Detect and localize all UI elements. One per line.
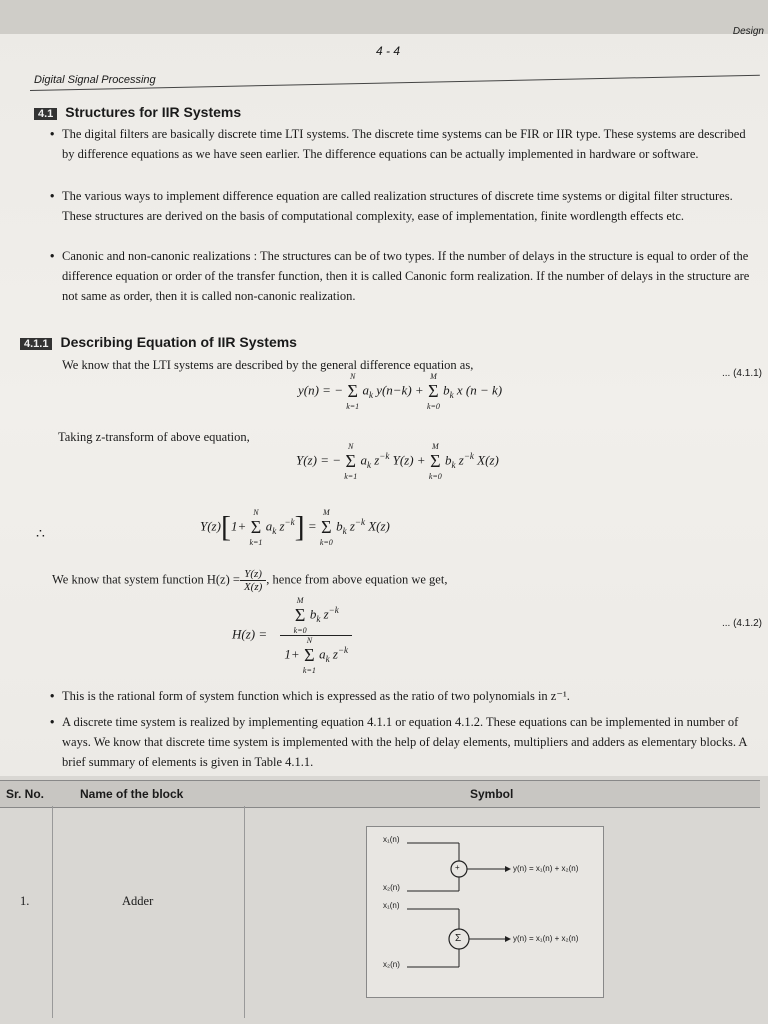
row-sr-no: 1. [20,894,30,908]
equation-number: ... (4.1.2) [721,618,762,629]
table-header-row [0,780,760,808]
bullet-paragraph: • This is the rational form of system function which is expressed as the ratio of two polynomials in z⁻¹. [62,686,756,706]
input-x2-label: x₂(n) [383,883,400,892]
system-function-text: We know that system function H(z) = $\frac{Y(z)}{X(z)}$ , hence from above equation we get, [52,568,448,593]
page-number: 4 - 4 [376,44,401,58]
running-head: Digital Signal Processing [34,74,156,86]
section-title: Structures for IIR Systems [65,104,242,120]
adder-diagram-svg [367,827,603,997]
bullet-paragraph: • The various ways to implement difference equation are called realization structures of discrete time systems or digital filter structures. These structures are derived on the basis of computational complexity, ease of implementation, finite wordlength effects etc. [62,186,756,226]
column-divider [244,806,245,1018]
section-heading-4-1-1 [20,334,297,350]
section-heading-4-1 [34,104,241,120]
bullet-paragraph: • The digital filters are basically discrete time LTI systems. The discrete time systems can be FIR or IIR type. These systems are described by difference equations as we have seen earlier. The difference equations can be actually implemented in hardware or software. [62,124,756,164]
z-domain-equation: Y(z) = − N Σ k=1 $a_k$ $z^{-k}$ Y(z) + M Σ k=0 $b_k$ $z^{-k}$ X(z) [296,442,499,481]
header-sr-no: Sr. No. [6,787,45,801]
output-label: y(n) = x₁(n) + x₂(n) [513,934,579,943]
row-block-name: Adder [122,894,154,908]
therefore-symbol: ∴ [36,527,45,542]
section-title: Describing Equation of IIR Systems [60,334,297,350]
column-divider [52,806,53,1018]
input-x1-label: x₁(n) [383,835,400,844]
section-number-badge: 4.1.1 [20,338,52,350]
arrow-icon [505,936,511,942]
corner-text: Design [732,26,764,37]
factored-equation: Y(z)[1+ N Σ k=1 $a_k$ $z^{-k}$] = M Σ k=0 $b_k$ $z^{-k}$ X(z) [200,508,390,547]
input-x2-label: x₂(n) [383,960,400,969]
bullet-paragraph: • A discrete time system is realized by implementing equation 4.1.1 or equation 4.1.2. These equations can be implemented in number of ways. We know that discrete time system is implemented with the help of delay elements, multipliers and adders as elementary blocks. A brief summary of elements is given in Table 4.1.1. [62,712,756,772]
elements-table [0,776,768,1024]
header-symbol: Symbol [470,787,514,801]
difference-equation: y(n) = − N Σ k=1 $a_k$ y(n−k) + M Σ k=0 $b_k$ x (n − k) [298,372,503,411]
bullet-paragraph: • Canonic and non-canonic realizations : The structures can be of two types. If the number of delays in the structure is equal to order of the difference equation or order of the transfer function, then it is called Canonic form realization. If the number of delays in the structure are not same as order, then it is called non-canonic realization. [62,246,756,306]
ztransform-text: Taking z-transform of above equation, [58,430,250,444]
sigma-sign: Σ [455,933,462,944]
intro-text: We know that the LTI systems are described by the general difference equation as, [62,358,474,372]
plus-sign: + [455,863,460,872]
transfer-function-equation: H(z) = M Σ k=0 $b_k$ $z^{-k}$ 1+ N Σ k=1 $a_k$ $z^{-k}$ [232,596,352,675]
section-number-badge: 4.1 [34,108,57,120]
equation-number: ... (4.1.1) [721,368,762,379]
arrow-icon [505,866,511,872]
top-shadow-band [0,0,768,34]
input-x1-label: x₁(n) [383,901,400,910]
output-label: y(n) = x₁(n) + x₂(n) [513,864,579,873]
header-block-name: Name of the block [80,787,184,801]
adder-symbol-diagram [366,826,604,998]
